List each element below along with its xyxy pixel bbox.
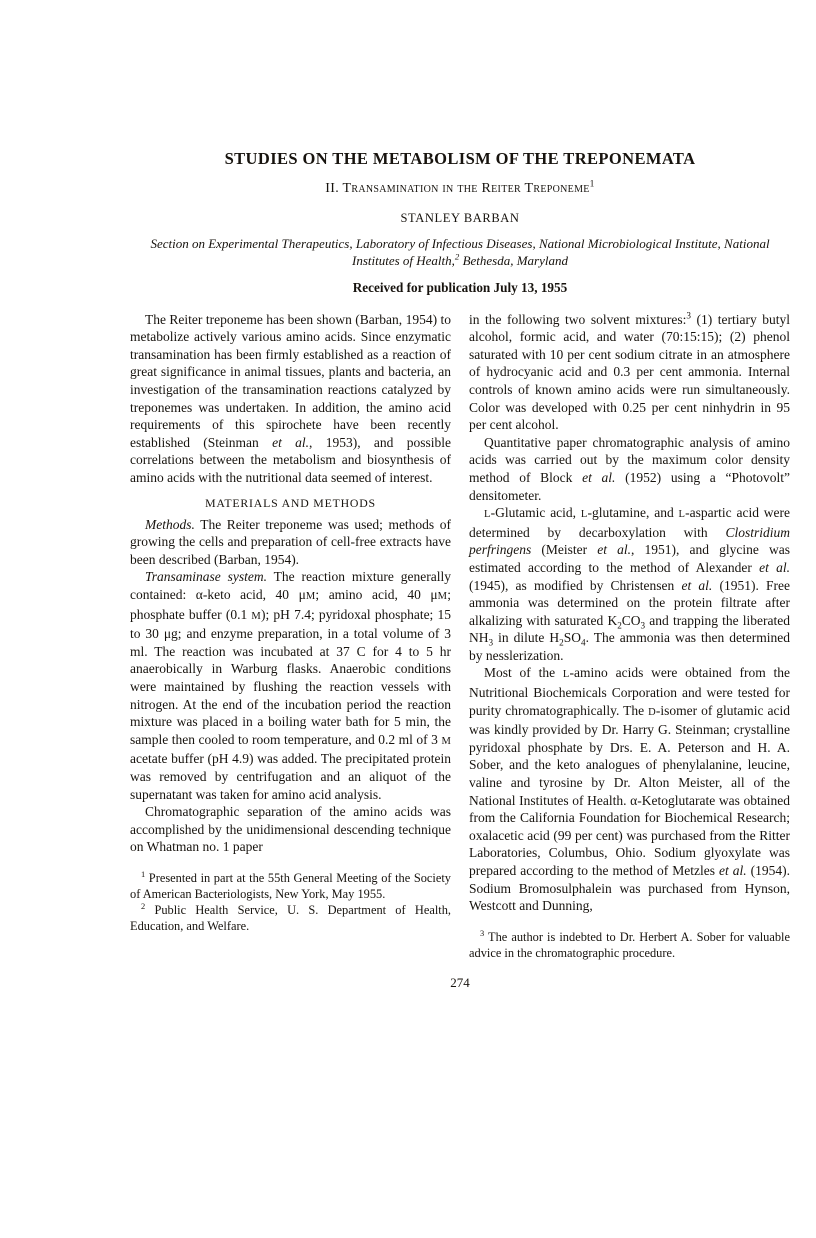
received-line: Received for publication July 13, 1955: [352, 279, 568, 295]
article-subtitle: II. Transamination in the Reiter Treponeme$^1$: [325, 179, 595, 196]
methods-paragraph: Methods. The Reiter treponeme was used; methods of growing the cells and preparation of cell-free extracts have been described (Barban, 1954).: [130, 516, 451, 567]
author-name: STANLEY BARBAN: [400, 210, 520, 225]
solvent-mixtures-paragraph: in the following two solvent mixtures:$^3$ (1) tertiary butyl alcohol, formic acid, and water (70:15:15); (2) phenol saturated with 10 per cent sodium citrate in an atmosphere of hydrocyanic acid and 0.3 per cent ammonia. Internal controls of known amino acids were run simultaneously. Color was developed with 0.25 per cent ninhydrin in 95 per cent alcohol.: [469, 310, 790, 433]
article-body: [130, 311, 790, 962]
page-number: 274: [450, 974, 470, 990]
footnote-2: $^2$ Public Health Service, U. S. Department of Health, Education, and Welfare.: [130, 900, 451, 933]
article-title: STUDIES ON THE METABOLISM OF THE TREPONEMATA: [224, 149, 696, 168]
amino-acid-determination-paragraph: L-Glutamic acid, L-glutamine, and L-aspartic acid were determined by decarboxylation with Clostridium perfringens (Meister et al., 1951), and glycine was estimated according to the method of Alexander et al. (1945), as modified by Christensen et al. (1951). Free ammonia was determined on the protein filtrate after alkalizing with saturated $K_2CO_3$ and trapping the liberated $NH_3$ in dilute $H_2SO_4$. The ammonia was then determined by nesslerization.: [469, 505, 791, 663]
quantitative-analysis-paragraph: Quantitative paper chromatographic analysis of amino acids was carried out by the maximum color density method of Block et al. (1952) using a “Photovolt” densitometer.: [469, 434, 790, 503]
reagent-sources-paragraph: Most of the L-amino acids were obtained from the Nutritional Biochemicals Corporation and were tested for purity chromatographically. The D-isomer of glutamic acid was kindly provided by Dr. Harry G. Steinman; crystalline pyridoxal phosphate by Drs. E. A. Peterson and H. A. Sober, and the keto analogues of phenylalanine, leucine, valine and tyrosine by Dr. Alton Meister, all of the National Institutes of Health. α-Ketoglutarate was obtained from the California Foundation for Biochemical Research; oxalacetic acid (99 per cent) was purchased from the Ritter Laboratories, Columbus, Ohio. Sodium glyoxylate was prepared according to the method of Metzles et al. (1954). Sodium Bromosulphalein was purchased from Hynson, Westcott and Dunning,: [469, 665, 791, 914]
intro-paragraph: The Reiter treponeme has been shown (Barban, 1954) to metabolize actively various amino acids. Since enzymatic transamination has been firmly established as a reaction of great significance in animal tissues, plants and bacteria, an investigation of the transamination reactions catalyzed by treponemes was undertaken. In addition, the amino acid requirements of this spirochete have been recently established (Steinman et al., 1953), and possible correlations between the metabolism and biosynthesis of amino acids with the nutritional data seemed of interest.: [130, 311, 451, 485]
chromatographic-separation-paragraph: Chromatographic separation of the amino acids was accomplished by the unidimensional descending technique on Whatman no. 1 paper: [130, 804, 451, 855]
materials-and-methods-heading: MATERIALS AND METHODS: [205, 495, 376, 510]
footnote-3: $^3$ The author is indebted to Dr. Herbert A. Sober for valuable advice in the chromatographic procedure.: [469, 927, 790, 960]
affiliation-line: Section on Experimental Therapeutics, Laboratory of Infectious Diseases, National Microbiological Institute, National Institutes of Health,$^2$ Bethesda, Maryland: [150, 235, 770, 268]
transaminase-system-paragraph: Transaminase system. The reaction mixture generally contained: α-keto acid, 40 μM; amino acid, 40 μM; phosphate buffer (0.1 M); pH 7.4; pyridoxal phosphate; 15 to 30 μg; and enzyme preparation, in a total volume of 3 ml. The reaction was incubated at 37 C for 4 to 5 hr anaerobically in Warburg flasks. Anaerobic conditions were maintained by flushing the reaction vessels with nitrogen. At the end of the incubation period the reaction mixture was placed in a boiling water bath for 5 min, the sample then cooled to room temperature, and 0.2 ml of 3 M acetate buffer (pH 4.9) was added. The precipitated protein was removed by centrifugation and an aliquot of the supernatant was taken for amino acid analysis.: [130, 569, 451, 802]
right-column: [469, 311, 790, 962]
footnote-1: $^1$ Presented in part at the 55th General Meeting of the Society of American Bacteriologists, New York, May 1955.: [130, 868, 451, 901]
article-header: [130, 150, 790, 296]
left-column: [130, 311, 451, 935]
